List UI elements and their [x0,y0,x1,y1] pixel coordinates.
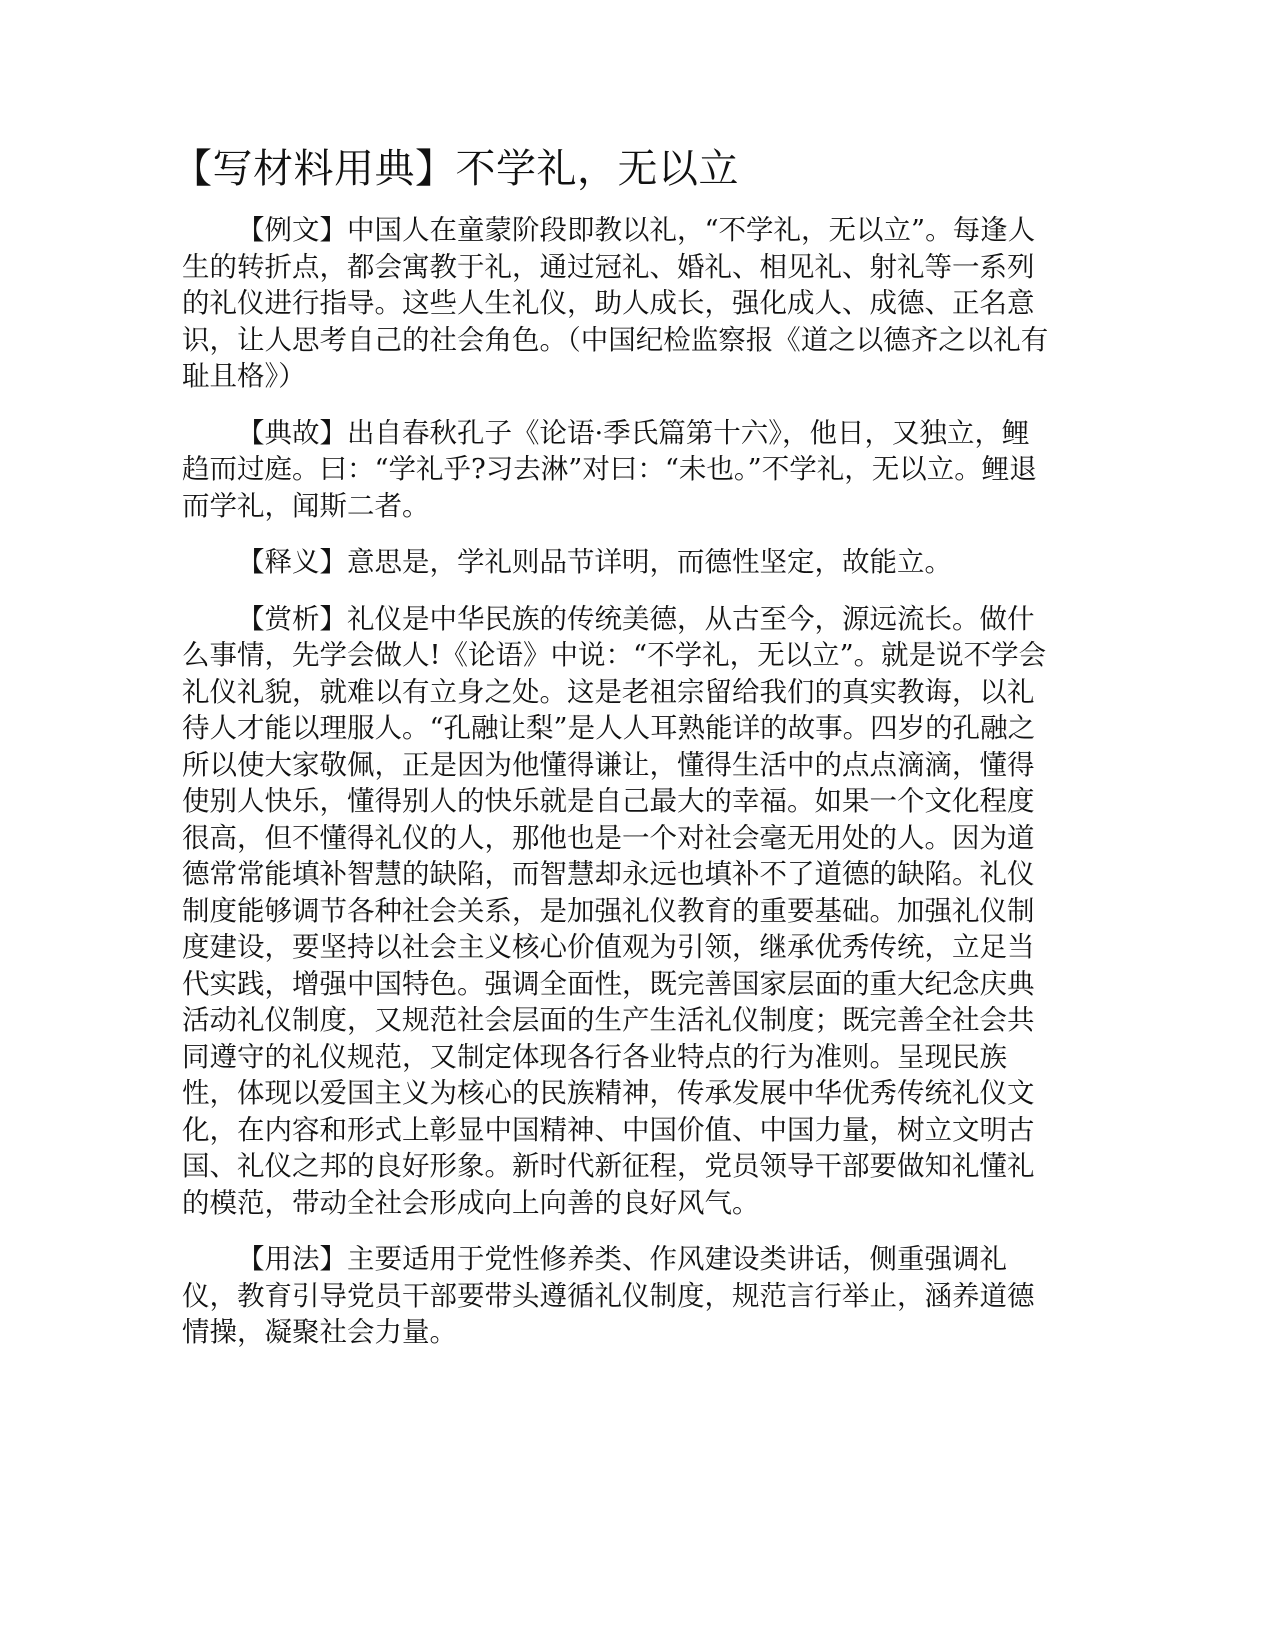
document-page [172,140,1052,1371]
appreciation-paragraph: 【赏析】礼仪是中华民族的传统美德，从古至今，源远流长。做什么事情，先学会做人!《论语》中说：“不学礼，无以立”。就是说不学会礼仪礼貌，就难以有立身之处。这是老祖宗留给我们的真实教诲，以礼待人才能以理服人。“孔融让梨”是人人耳熟能详的故事。四岁的孔融之所以使大家敬佩，正是因为他懂得谦让，懂得生活中的点点滴滴，懂得使别人快乐，懂得别人的快乐就是自己最大的幸福。如果一个文化程度很高，但不懂得礼仪的人，那他也是一个对社会毫无用处的人。因为道德常常能填补智慧的缺陷，而智慧却永远也填补不了道德的缺陷。礼仪制度能够调节各种社会关系，是加强礼仪教育的重要基础。加强礼仪制度建设，要坚持以社会主义核心价值观为引领，继承优秀传统，立足当代实践，增强中国特色。强调全面性，既完善国家层面的重大纪念庆典活动礼仪制度，又规范社会层面的生产生活礼仪制度；既完善全社会共同遵守的礼仪规范，又制定体现各行各业特点的行为准则。呈现民族性，体现以爱国主义为核心的民族精神，传承发展中华优秀传统礼仪文化，在内容和形式上彰显中国精神、中国价值、中国力量，树立文明古国、礼仪之邦的良好形象。新时代新征程，党员领导干部要做知礼懂礼的模范，带动全社会形成向上向善的良好风气。 [182,602,1047,1219]
document-title: 【写材料用典】不学礼，无以立 [172,146,739,192]
example-paragraph: 【例文】中国人在童蒙阶段即教以礼，“不学礼，无以立”。每逢人生的转折点，都会寓教于礼，通过冠礼、婚礼、相见礼、射礼等一系列的礼仪进行指导。这些人生礼仪，助人成长，强化成人、成德、正名意识，让人思考自己的社会角色。（中国纪检监察报《道之以德齐之以礼有耻且格》） [182,214,1049,392]
allusion-paragraph: 【典故】出自春秋孔子《论语·季氏篇第十六》，他日，又独立，鲤趋而过庭。曰：“学礼乎?习去淋”对曰：“未也。”不学礼，无以立。鲤退而学礼，闻斯二者。 [182,416,1037,522]
meaning-paragraph: 【释义】意思是，学礼则品节详明，而德性坚定，故能立。 [237,546,952,578]
usage-paragraph: 【用法】主要适用于党性修养类、作风建设类讲话，侧重强调礼仪，教育引导党员干部要带头遵循礼仪制度，规范言行举止，涵养道德情操，凝聚社会力量。 [182,1243,1035,1348]
